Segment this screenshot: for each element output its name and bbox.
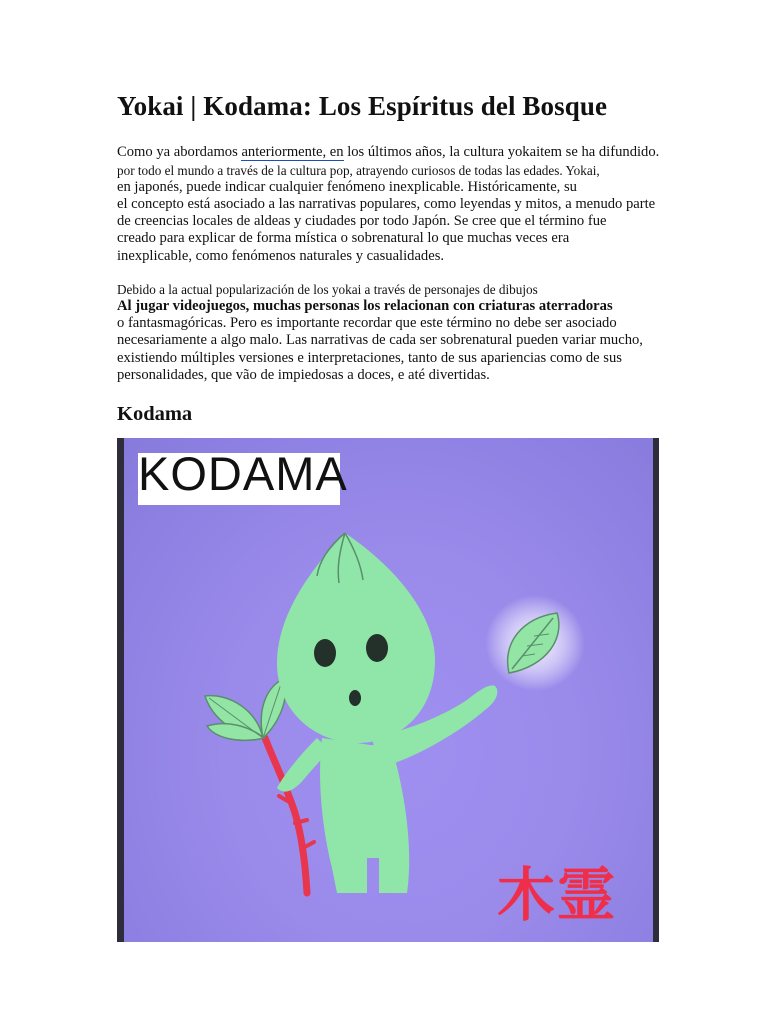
paragraph-popularization xyxy=(117,281,677,384)
section-heading: Kodama xyxy=(117,403,193,426)
paragraph-line: existiendo múltiples versiones e interpretaciones, tanto de sus apariencias como de sus xyxy=(117,349,622,366)
kodama-right-eye xyxy=(366,634,388,662)
kodama-mouth xyxy=(349,690,361,706)
kodama-head xyxy=(277,533,435,743)
paragraph-line: inexplicable, como fenómenos naturales y casualidades. xyxy=(117,247,445,264)
anteriormente-link[interactable]: anteriormente, en xyxy=(241,144,344,161)
paragraph-line-bold: Al jugar videojuegos, muchas personas los relacionan con criaturas aterradoras xyxy=(117,298,613,315)
paragraph-line: el concepto está asociado a las narrativas populares, como leyendas y mitos, a menudo parte xyxy=(117,196,656,212)
paragraph-line: en japonés, puede indicar cualquier fenómeno inexplicable. Históricamente, su xyxy=(117,178,577,195)
illustration-title: KODAMA xyxy=(138,447,348,500)
paragraph-line: personalidades, que vão de impiedosas a doces, e até divertidas. xyxy=(117,366,490,383)
kodama-illustration xyxy=(117,438,659,942)
page-title: Yokai | Kodama: Los Espíritus del Bosque xyxy=(117,91,608,121)
kodama-left-eye xyxy=(314,639,336,667)
kodama-kanji: 木霊 xyxy=(497,861,618,929)
paragraph-intro xyxy=(117,144,677,264)
paragraph-line: creado para explicar de forma mística o sobrenatural lo que muchas veces era xyxy=(117,230,570,247)
paragraph-line: por todo el mundo a través de la cultura pop, atrayendo curiosos de todas las edades. Yokai, xyxy=(117,162,600,178)
paragraph-line: Como ya abordamos anteriormente, en los últimos años, la cultura yokaitem se ha difundido. xyxy=(117,144,660,161)
branch-leaves-icon xyxy=(205,678,286,740)
paragraph-line: o fantasmagóricas. Pero es importante recordar que este término no debe ser asociado xyxy=(117,315,617,332)
paragraph-line: de creencias locales de aldeas y ciudades por todo Japón. Se cree que el término fue xyxy=(117,213,607,230)
paragraph-line: necesariamente a algo malo. Las narrativas de cada ser sobrenatural pueden variar mucho, xyxy=(117,332,643,349)
paragraph-line: Debido a la actual popularización de los yokai a través de personajes de dibujos xyxy=(117,281,538,297)
article xyxy=(117,90,677,427)
